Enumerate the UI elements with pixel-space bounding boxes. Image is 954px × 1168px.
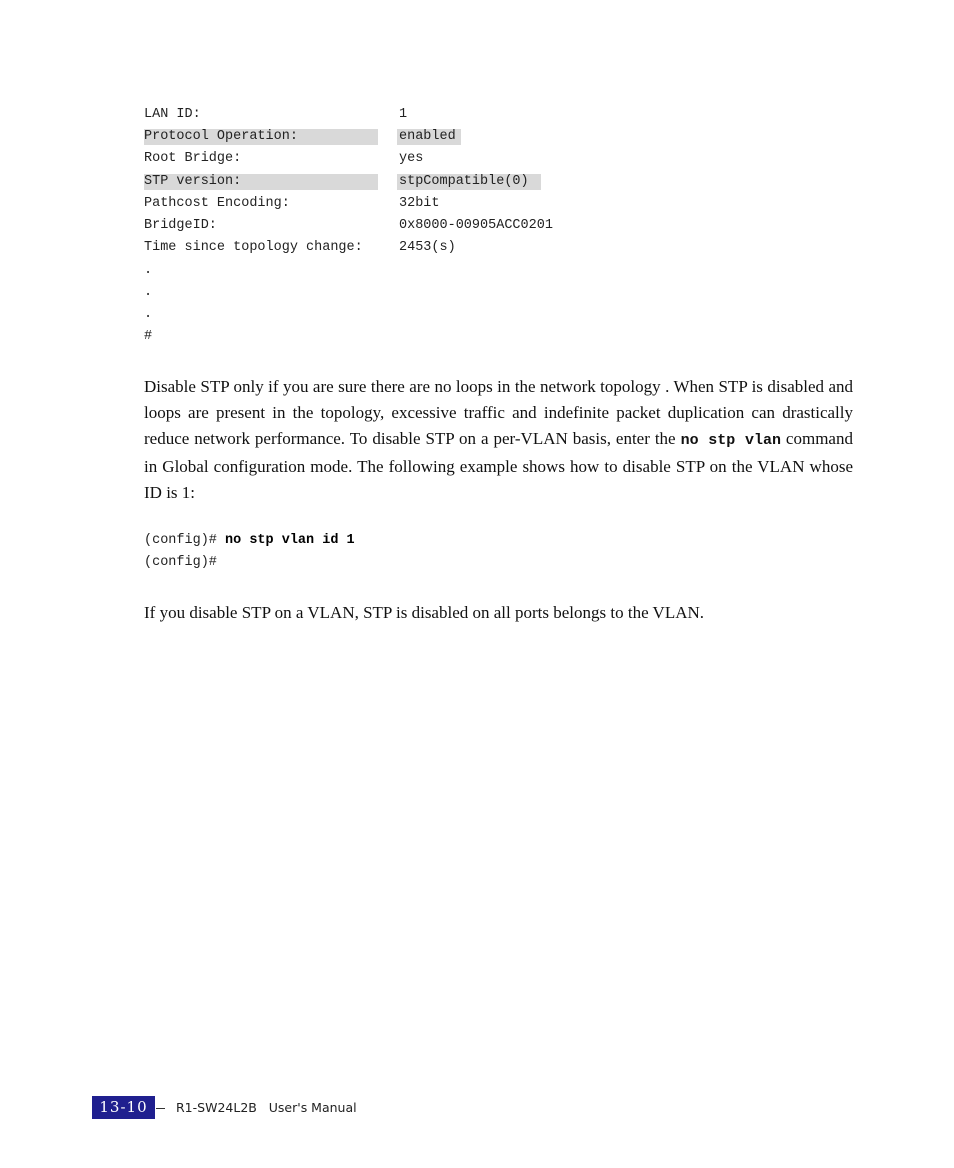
config-command: no stp vlan id 1 bbox=[225, 533, 355, 548]
status-key: Root Bridge: bbox=[144, 151, 242, 166]
status-value: 2453(s) bbox=[399, 240, 456, 255]
paragraph-text: command in Global configuration mode. The following example shows how to disable STP on the VLAN whose ID is 1: bbox=[144, 429, 853, 502]
paragraph-text: Disable STP only if you are sure there are no loops in the network topology . When STP is disabled and loops are present in the topology, excessive traffic and indefinite packet duplication can drastically reduce network performance. To disable STP on a per-VLAN basis, enter the bbox=[144, 377, 853, 448]
status-row-stp-version bbox=[144, 174, 529, 190]
status-key: STP version: bbox=[144, 174, 242, 189]
status-row-bridge-id bbox=[144, 218, 553, 234]
footer-divider bbox=[156, 1108, 165, 1109]
status-value: stpCompatible(0) bbox=[399, 174, 529, 189]
cli-prompt: # bbox=[144, 329, 153, 344]
status-value: yes bbox=[399, 151, 424, 166]
status-key: Protocol Operation: bbox=[144, 129, 298, 144]
footer-title bbox=[176, 1099, 357, 1117]
status-key: LAN ID: bbox=[144, 107, 201, 122]
status-value: enabled bbox=[399, 129, 456, 144]
status-row-lan-id bbox=[144, 107, 408, 123]
code-line bbox=[144, 555, 217, 571]
status-value: 0x8000-00905ACC0201 bbox=[399, 218, 553, 233]
continuation-dot: . bbox=[144, 263, 153, 278]
inline-command: no stp vlan bbox=[680, 432, 781, 449]
status-value: 1 bbox=[399, 107, 408, 122]
continuation-dot: . bbox=[144, 307, 153, 322]
code-line bbox=[144, 533, 355, 549]
config-prompt: (config)# bbox=[144, 533, 226, 548]
status-key: Time since topology change: bbox=[144, 240, 363, 255]
config-prompt: (config)# bbox=[144, 555, 217, 570]
status-row-root-bridge bbox=[144, 151, 424, 167]
status-key: Pathcost Encoding: bbox=[144, 196, 290, 211]
status-row-protocol-operation bbox=[144, 129, 456, 145]
footer-manual: User's Manual bbox=[268, 1100, 357, 1115]
continuation-dot: . bbox=[144, 285, 153, 300]
body-paragraph-vlan-note: If you disable STP on a VLAN, STP is disabled on all ports belongs to the VLAN. bbox=[144, 603, 705, 622]
body-paragraph-disable-stp bbox=[144, 374, 853, 506]
status-row-pathcost-encoding bbox=[144, 196, 440, 212]
status-key: BridgeID: bbox=[144, 218, 217, 233]
page-number-badge: 13-10 bbox=[92, 1096, 155, 1119]
status-value: 32bit bbox=[399, 196, 440, 211]
status-row-time-since-topology-change bbox=[144, 240, 456, 256]
footer-model: R1-SW24L2B bbox=[176, 1100, 257, 1115]
